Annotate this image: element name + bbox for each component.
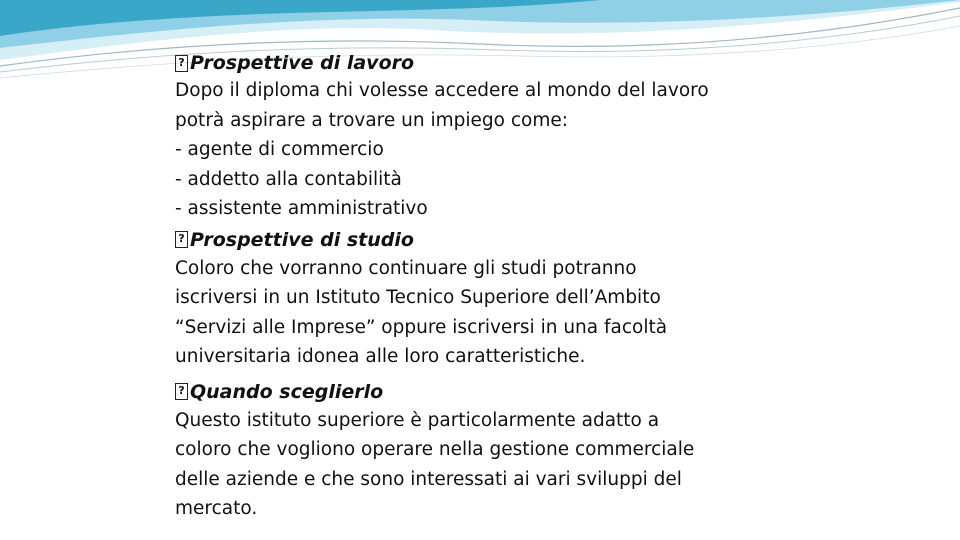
section-heading-text: Prospettive di lavoro: [190, 52, 415, 74]
section-heading: [175, 227, 775, 253]
list-item: - assistente amministrativo: [175, 198, 428, 219]
slide-content: [175, 50, 775, 524]
paragraph-line: iscriversi in un Istituto Tecnico Superiore dell’Ambito: [175, 287, 661, 308]
paragraph-line: Dopo il diploma chi volesse accedere al mondo del lavoro: [175, 80, 709, 101]
placeholder-bullet-icon: ?: [175, 383, 188, 400]
section-prospettive-lavoro: [175, 50, 775, 224]
list-item: - agente di commercio: [175, 139, 384, 160]
paragraph-line: “Servizi alle Imprese” oppure iscriversi in una facoltà: [175, 316, 668, 338]
paragraph-line: universitaria idonea alle loro caratteristiche.: [175, 346, 586, 367]
section-quando-sceglierlo: [175, 379, 775, 524]
placeholder-bullet-icon: ?: [175, 231, 188, 248]
placeholder-bullet-icon: ?: [175, 55, 188, 72]
section-heading: [175, 379, 775, 405]
list-item: - addetto alla contabilità: [175, 168, 402, 190]
section-heading-text: Quando sceglierlo: [190, 380, 384, 403]
paragraph-line: Coloro che vorranno continuare gli studi potranno: [175, 257, 637, 279]
section-prospettive-studio: [175, 227, 775, 372]
section-heading-text: Prospettive di studio: [190, 228, 414, 251]
paragraph-line: potrà aspirare a trovare un impiego come:: [175, 109, 568, 131]
paragraph-line: mercato.: [175, 498, 258, 519]
paragraph-line: coloro che vogliono operare nella gestione commerciale: [175, 439, 695, 460]
paragraph-line: delle aziende e che sono interessati ai vari sviluppi del: [175, 468, 682, 490]
section-heading: [175, 50, 775, 76]
paragraph-line: Questo istituto superiore è particolarmente adatto a: [175, 409, 660, 431]
